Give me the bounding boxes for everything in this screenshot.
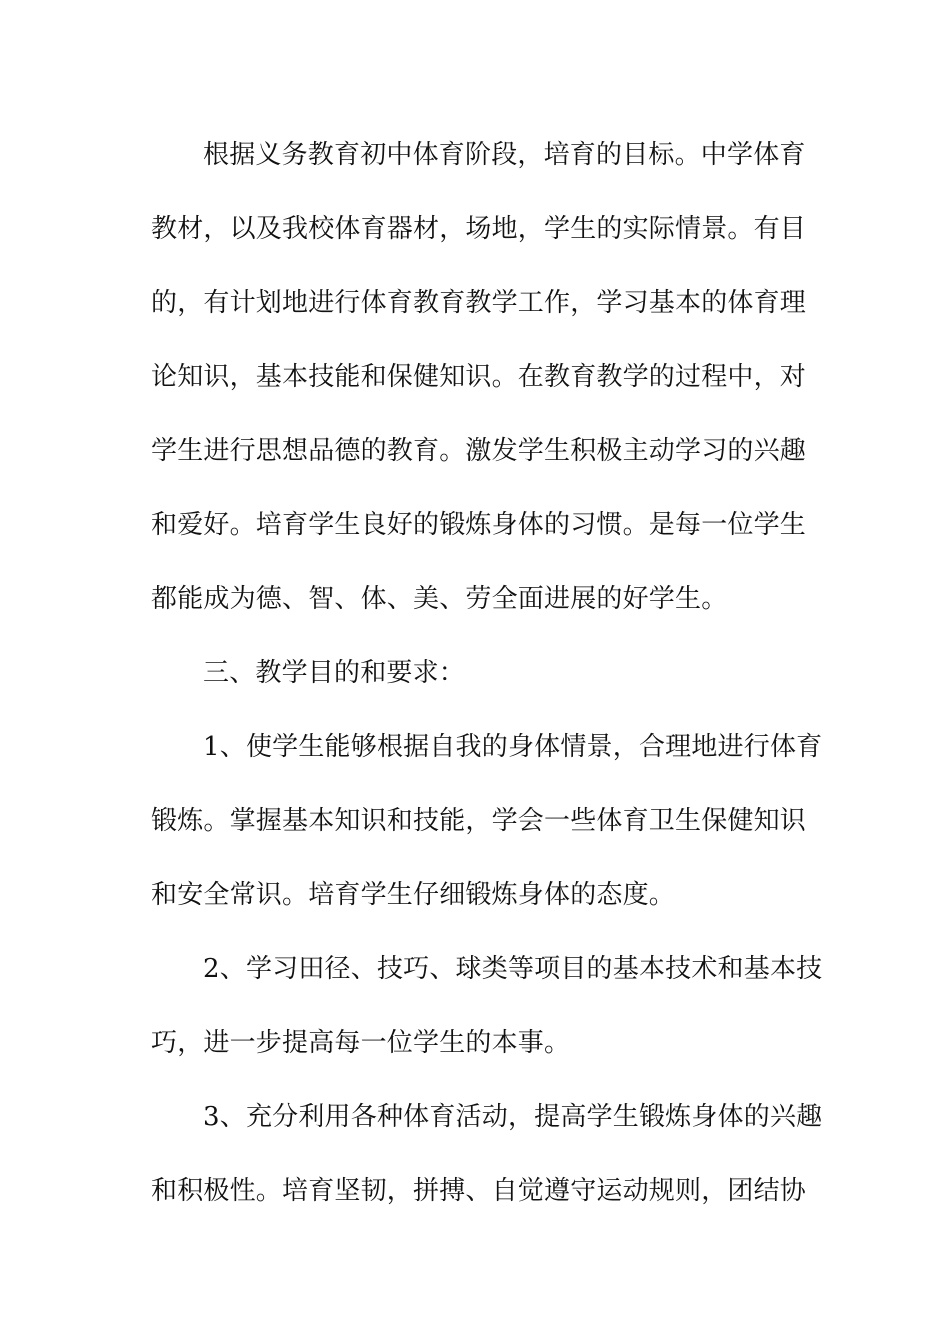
text-line: 教材，以及我校体育器材，场地，学生的实际情景。有目 (151, 214, 807, 244)
text-line: 2、学习田径、技巧、球类等项目的基本技术和基本技 (203, 954, 823, 984)
text-line: 根据义务教育初中体育阶段，培育的目标。中学体育 (203, 140, 806, 170)
text-line: 1、使学生能够根据自我的身体情景，合理地进行体育 (203, 732, 823, 762)
text-line: 和安全常识。培育学生仔细锻炼身体的态度。 (151, 880, 676, 910)
text-line: 3、充分利用各种体育活动，提高学生锻炼身体的兴趣 (203, 1102, 823, 1132)
section-heading (151, 646, 811, 720)
text-line: 锻炼。掌握基本知识和技能，学会一些体育卫生保健知识 (151, 806, 807, 836)
text-line: 和爱好。培育学生良好的锻炼身体的习惯。是每一位学生 (151, 510, 807, 540)
text-line: 论知识，基本技能和保健知识。在教育教学的过程中，对 (151, 362, 807, 392)
text-line: 和积极性。培育坚韧，拼搏、自觉遵守运动规则，团结协 (151, 1176, 807, 1206)
text-line: 学生进行思想品德的教育。激发学生积极主动学习的兴趣 (151, 436, 807, 466)
paragraph-item-2 (151, 942, 823, 1090)
paragraph-item-1 (151, 720, 823, 942)
heading-line: 三、教学目的和要求： (203, 658, 466, 688)
document-body (151, 128, 823, 1238)
paragraph-goals (151, 128, 811, 646)
text-line: 巧，进一步提高每一位学生的本事。 (151, 1028, 571, 1058)
paragraph-item-3 (151, 1090, 823, 1238)
text-line: 的，有计划地进行体育教育教学工作，学习基本的体育理 (151, 288, 807, 318)
text-line: 都能成为德、智、体、美、劳全面进展的好学生。 (151, 584, 728, 614)
